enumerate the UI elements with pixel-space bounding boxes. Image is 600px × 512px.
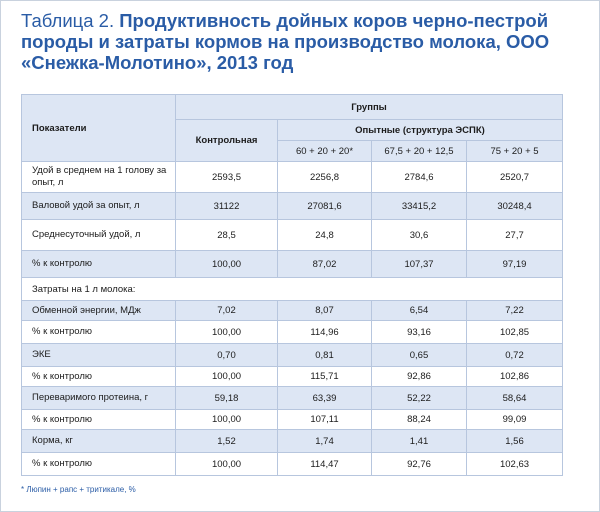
table-row [22, 344, 563, 367]
cell-exp2: 92,76 [372, 453, 467, 476]
cell-control: 59,18 [176, 387, 278, 410]
table-row [22, 220, 563, 251]
cell-exp1: 27081,6 [278, 193, 372, 220]
table-row [22, 193, 563, 220]
row-label: ЭКЕ [22, 344, 176, 367]
title-prefix: Таблица 2. [21, 10, 115, 31]
cell-exp2: 88,24 [372, 410, 467, 430]
cell-exp1: 114,47 [278, 453, 372, 476]
row-label: Переваримого протеина, г [22, 387, 176, 410]
header-control: Контрольная [176, 120, 278, 162]
cell-exp2: 30,6 [372, 220, 467, 251]
table-row [22, 321, 563, 344]
cell-exp1: 24,8 [278, 220, 372, 251]
cell-exp1: 107,11 [278, 410, 372, 430]
cell-control: 2593,5 [176, 162, 278, 193]
cell-exp3: 7,22 [467, 301, 563, 321]
cell-exp1: 87,02 [278, 251, 372, 278]
cell-exp1: 114,96 [278, 321, 372, 344]
cell-control: 1,52 [176, 430, 278, 453]
cell-exp3: 30248,4 [467, 193, 563, 220]
cell-exp2: 52,22 [372, 387, 467, 410]
cell-exp1: 63,39 [278, 387, 372, 410]
row-label: Валовой удой за опыт, л [22, 193, 176, 220]
header-experimental: Опытные (структура ЭСПК) [278, 120, 563, 141]
cell-exp1: 0,81 [278, 344, 372, 367]
header-indicators: Показатели [22, 95, 176, 162]
cell-control: 100,00 [176, 367, 278, 387]
cell-control: 100,00 [176, 453, 278, 476]
cell-exp3: 102,86 [467, 367, 563, 387]
cell-exp1: 115,71 [278, 367, 372, 387]
row-label: % к контролю [22, 410, 176, 430]
cell-exp2: 93,16 [372, 321, 467, 344]
cell-exp1: 8,07 [278, 301, 372, 321]
cell-exp3: 27,7 [467, 220, 563, 251]
row-label: % к контролю [22, 367, 176, 387]
table-row [22, 410, 563, 430]
cell-control: 28,5 [176, 220, 278, 251]
row-label: % к контролю [22, 251, 176, 278]
header-exp1: 60 + 20 + 20* [278, 141, 372, 162]
cell-exp2: 1,41 [372, 430, 467, 453]
row-label: Удой в среднем на 1 голову за опыт, л [22, 162, 176, 193]
cell-exp3: 1,56 [467, 430, 563, 453]
title-text: Продуктивность дойных коров черно-пестрой породы и затраты кормов на производство молока, ООО «Снежка-Молотино», 2013 год [21, 10, 550, 73]
row-label: % к контролю [22, 453, 176, 476]
table-row [22, 367, 563, 387]
header-exp2: 67,5 + 20 + 12,5 [372, 141, 467, 162]
table-row [22, 387, 563, 410]
row-label: % к контролю [22, 321, 176, 344]
cell-control: 100,00 [176, 410, 278, 430]
section-row [22, 278, 563, 301]
data-table [21, 94, 563, 476]
cell-exp2: 107,37 [372, 251, 467, 278]
cell-exp3: 102,85 [467, 321, 563, 344]
cell-exp3: 2520,7 [467, 162, 563, 193]
row-label: Обменной энергии, МДж [22, 301, 176, 321]
row-label: Среднесуточный удой, л [22, 220, 176, 251]
cell-exp1: 2256,8 [278, 162, 372, 193]
cell-exp3: 0,72 [467, 344, 563, 367]
cell-exp3: 99,09 [467, 410, 563, 430]
header-exp3: 75 + 20 + 5 [467, 141, 563, 162]
section-label: Затраты на 1 л молока: [22, 278, 563, 301]
row-label: Корма, кг [22, 430, 176, 453]
cell-exp3: 102,63 [467, 453, 563, 476]
footnote: * Люпин + рапс + тритикале, % [21, 485, 136, 494]
cell-exp2: 6,54 [372, 301, 467, 321]
cell-exp2: 2784,6 [372, 162, 467, 193]
cell-control: 31122 [176, 193, 278, 220]
cell-exp3: 97,19 [467, 251, 563, 278]
cell-exp2: 33415,2 [372, 193, 467, 220]
table-row [22, 430, 563, 453]
cell-exp3: 58,64 [467, 387, 563, 410]
cell-control: 100,00 [176, 251, 278, 278]
cell-control: 100,00 [176, 321, 278, 344]
cell-exp2: 92,86 [372, 367, 467, 387]
cell-control: 0,70 [176, 344, 278, 367]
table-row [22, 453, 563, 476]
table-row [22, 251, 563, 278]
cell-exp1: 1,74 [278, 430, 372, 453]
page-title [21, 10, 581, 73]
table-row [22, 162, 563, 193]
cell-control: 7,02 [176, 301, 278, 321]
table-row [22, 301, 563, 321]
cell-exp2: 0,65 [372, 344, 467, 367]
header-groups: Группы [176, 95, 563, 120]
